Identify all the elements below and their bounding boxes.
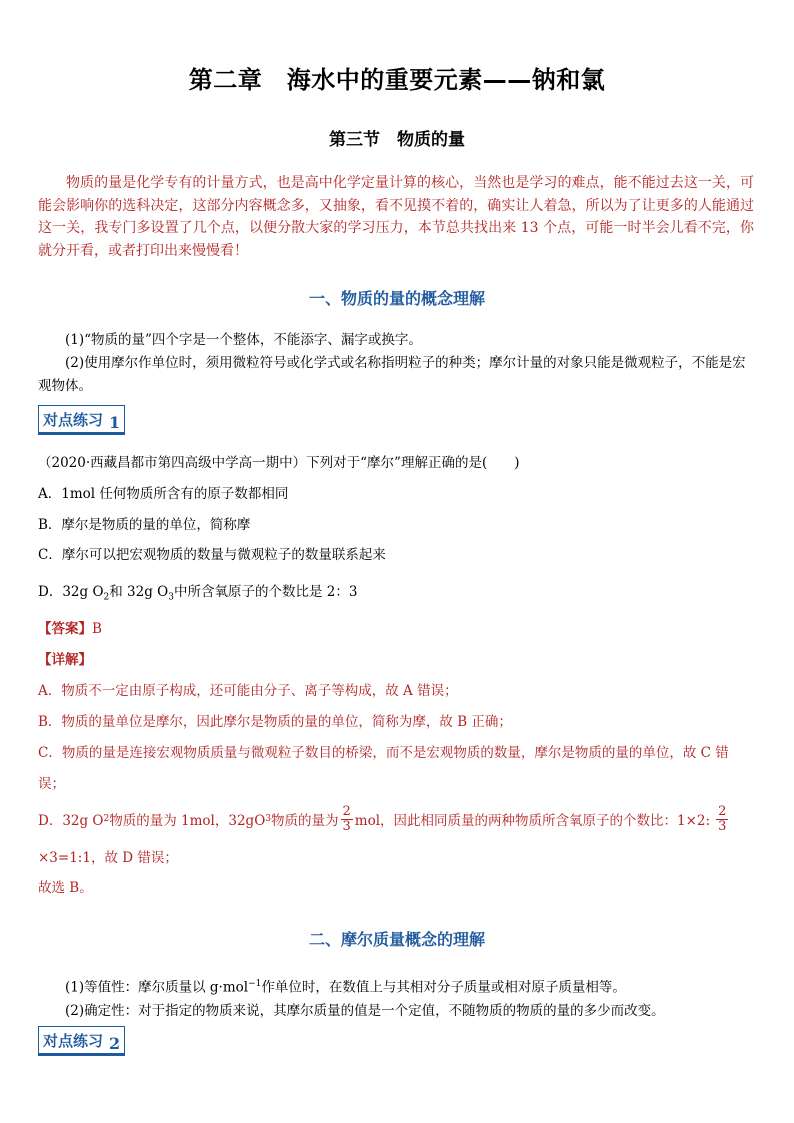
section2-body <box>38 973 754 1023</box>
detail-d-line1: D．32g O 2 物质的量为 1mol，32gO 3 物质的量为 $\frac{2}{3}$ mol，因此相同质量的两种物质所含氧原子的个数比：1×2: $\frac{2}{3}$ <box>38 803 727 834</box>
practice-box-1 <box>38 405 125 435</box>
practice-number: 2 <box>109 1033 121 1053</box>
section1-heading: 一、物质的量的概念理解 <box>308 289 485 308</box>
practice-label: 对点练习 <box>43 410 104 429</box>
section1-point-2: (2)使用摩尔作单位时，须用微粒符号或化学式或名称指明粒子的种类；摩尔计量的对象只能是微观粒子，不能是宏观物体。 <box>38 355 746 394</box>
answer-line <box>38 617 754 637</box>
detail-c-line2: 误； <box>38 776 65 792</box>
fraction-two-thirds: $\frac{2}{3}$ <box>342 803 351 834</box>
fraction-two-thirds-2: $\frac{2}{3}$ <box>718 803 727 834</box>
option-a: A．1mol 任何物质所含有的原子数都相同 <box>38 486 289 502</box>
option-d: D．32g $O_2$和 32g $O_3$中所含氧原子的个数比是 2：3 <box>38 584 358 603</box>
section2-point-1: (1)等值性：摩尔质量以 g·mol$^{-1}$作单位时，在数值上与其相对分子质量或相对原子质量相等。 <box>65 979 626 996</box>
practice-number: 1 <box>109 412 121 432</box>
detail-d-line2: ×3=1:1，故 D 错误； <box>38 850 178 866</box>
detail-label: 【详解】 <box>38 652 92 668</box>
option-c: C．摩尔可以把宏观物质的数量与微观粒子的数量联系起来 <box>38 547 386 563</box>
question-stem: （2020·西藏昌都市第四高级中学高一期中）下列对于“摩尔”理解正确的是( ) <box>38 455 520 471</box>
section2-point-2: (2)确定性：对于指定的物质来说，其摩尔质量的值是一个定值，不随物质的物质的量的多少而改变。 <box>65 1002 665 1019</box>
section-title: 第三节 物质的量 <box>329 130 465 150</box>
answer-label: 【答案】 <box>38 621 92 637</box>
practice-label: 对点练习 <box>43 1031 104 1050</box>
answer-value: B <box>92 621 102 637</box>
option-b: B．摩尔是物质的量的单位，简称摩 <box>38 517 251 533</box>
section1-point-1: (1)“物质的量”四个字是一个整体，不能添字、漏字或换字。 <box>65 332 422 348</box>
intro-paragraph: 物质的量是化学专有的计量方式，也是高中化学定量计算的核心，当然也是学习的难点，能不能过去这一关，可能会影响你的选科决定，这部分内容概念多，又抽象，看不见摸不着的，确实让人着急，所以为了让更多的人能通过这一关，我专门多设置了几个点，以便分散大家的学习压力，本节总共找出来 13 个点，可能一时半会儿看不完，你就分开看，或者打印出来慢慢看！ <box>38 175 754 259</box>
chapter-title: 第二章 海水中的重要元素——钠和氯 <box>188 66 606 94</box>
detail-conclusion: 故选 B。 <box>38 880 93 896</box>
section1-body <box>38 329 754 398</box>
detail-b: B．物质的量单位是摩尔，因此摩尔是物质的量的单位，简称为摩，故 B 正确； <box>38 714 512 730</box>
practice-box-2 <box>38 1026 125 1056</box>
section2-heading: 二、摩尔质量概念的理解 <box>308 930 485 949</box>
detail-a: A．物质不一定由原子构成，还可能由分子、离子等构成，故 A 错误； <box>38 683 458 699</box>
detail-c-line1: C．物质的量是连接宏观物质质量与微观粒子数目的桥梁，而不是宏观物质的数量，摩尔是物质的量的单位，故 C 错 <box>38 745 729 761</box>
